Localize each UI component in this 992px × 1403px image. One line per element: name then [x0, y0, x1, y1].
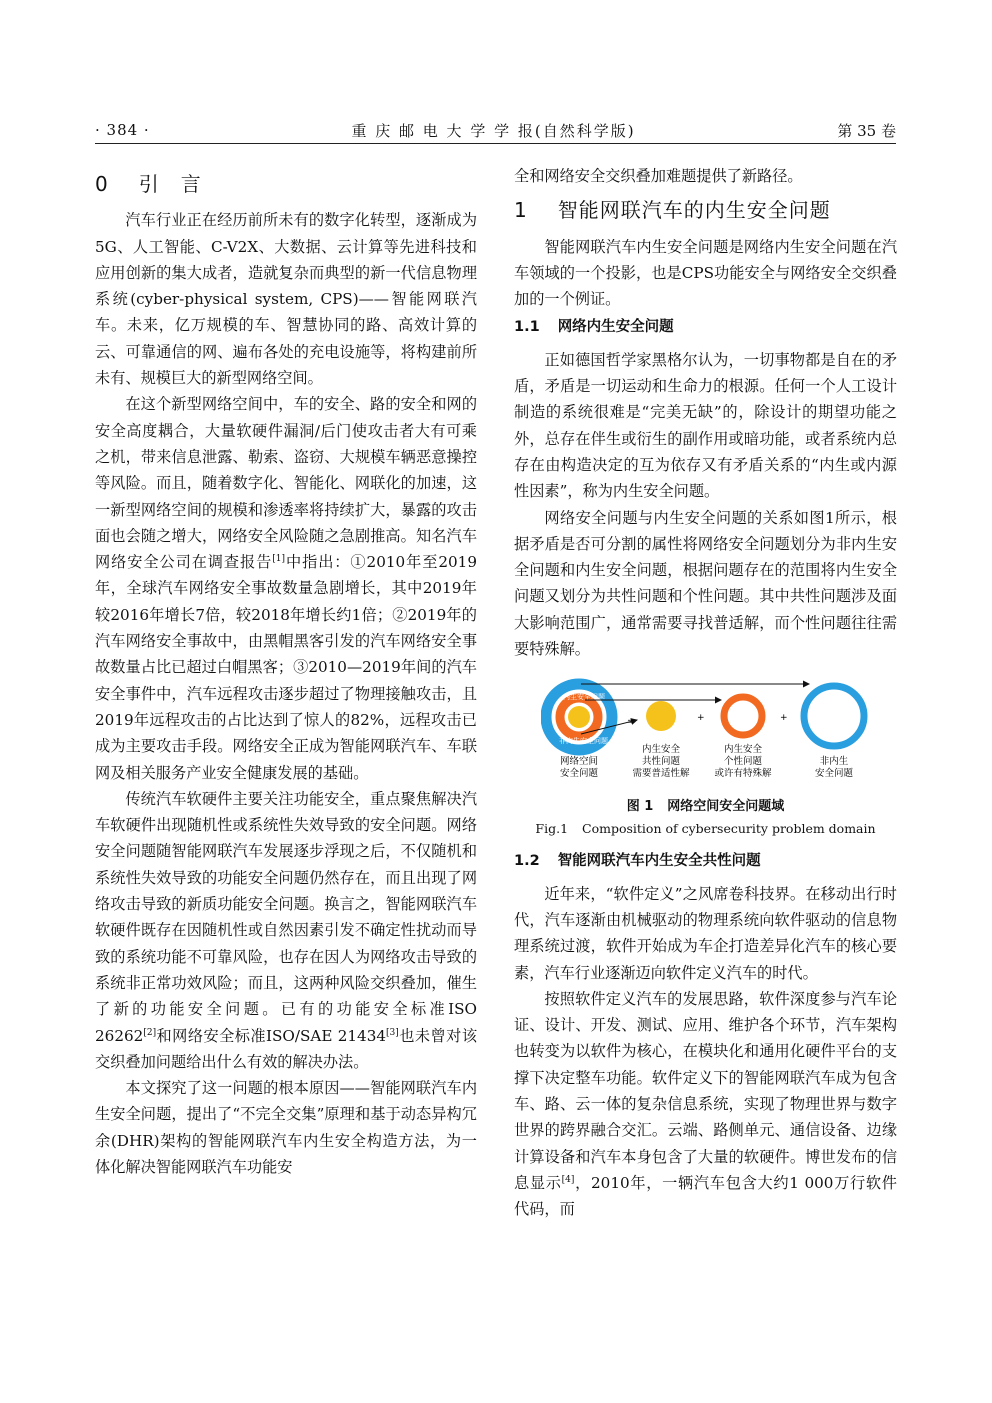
ring-label-top: 内生安全问题: [562, 693, 605, 702]
nonendogenous-ring: [804, 686, 864, 746]
section-number: 0: [95, 172, 109, 196]
subsection-heading-1-2: 1.2 智能网联汽车内生安全共性问题: [514, 853, 761, 870]
section-heading-0: [95, 171, 477, 197]
equals-sign: =: [626, 717, 635, 728]
label-individual-3: 或许有特殊解: [713, 768, 772, 780]
paragraph: 按照软件定义汽车的发展思路，软件深度参与汽车论证、设计、开发、测试、应用、维护各个环节，汽车架构也转变为以软件为核心，在模块化和通用化硬件平台的支撑下决定整车功能。软件定义下的智能网联汽车成为包含车、路、云一体的复杂信息系统，实现了物理世界与数字世界的跨界融合交汇。云端、路侧单元、通信设备、边缘计算设备和汽车本身包含了大量的软硬件。博世发布的信息显示[4]，2010年，一辆汽车包含大约1 000万行软件代码，而: [514, 989, 897, 1219]
paragraph: 正如德国哲学家黑格尔认为，一切事物都是自在的矛盾，矛盾是一切运动和生命力的根源。任何一个人工设计制造的系统很难是“完美无缺”的，除设计的期望功能之外，总存在伴生或衍生的副作用或暗功能，或者系统内总存在由构造决定的互为依存又有矛盾关系的“内生或内源性因素”，称为内生安全问题。: [514, 350, 897, 501]
section-number: 1: [514, 198, 528, 223]
label-individual-1: 内生安全: [723, 744, 762, 756]
label-nonendogenous-1: 非内生: [819, 756, 848, 768]
section-title: 引 言: [138, 172, 202, 196]
section-heading-1: [514, 197, 897, 223]
paragraph: 全和网络安全交织叠加难题提供了新路径。: [514, 167, 803, 185]
paragraph: 汽车行业正在经历前所未有的数字化转型，逐渐成为5G、人工智能、C-V2X、大数据、云计算等先进科技和应用创新的集大成者，造就复杂而典型的新一代信息物理系统(cyber-physical system, CPS)——智能网联汽车。未来，亿万规模的车、智慧协同的路、高效计算的云、可靠通信的网、遍布各处的充电设施等，将构建前所未有、规模巨大的新型网络空间。: [95, 211, 477, 388]
ring-label-bottom: 非内生安全问题: [558, 737, 608, 746]
plus-sign: +: [779, 713, 788, 724]
paragraph: 传统汽车软硬件主要关注功能安全，重点聚焦解决汽车软硬件出现随机性或系统性失效导致的安全问题。网络安全问题随智能网联汽车发展逐步浮现之后，不仅随机和系统性失效导致的功能安全问题仍然存在，而且出现了网络攻击导致的新质功能安全问题。换言之，智能网联汽车软硬件既存在因随机性或自然因素引发不确定性扰动而导致的系统功能不可靠风险，也存在因人为网络攻击导致的系统非正常功效风险；而且，这两种风险交织叠加，催生了新的功能安全问题。已有的功能安全标准ISO 26262[2]和网络安全标准ISO/SAE 21434[3]也未曾对该交织叠加问题给出什么有效的解决办法。: [95, 789, 477, 1071]
label-nonendogenous-2: 安全问题: [814, 768, 853, 780]
core-circle: [568, 706, 590, 728]
label-network-space-2: 安全问题: [559, 768, 598, 780]
label-common-3: 需要普适性解: [631, 768, 690, 780]
citation[interactable]: [3]: [386, 1027, 399, 1038]
individual-problem-ring: [724, 697, 762, 735]
figure-1-diagram: [541, 672, 871, 792]
subsection-heading-1-1: 1.1 网络内生安全问题: [514, 319, 674, 336]
journal-title: 重 庆 邮 电 大 学 学 报(自然科学版): [351, 121, 636, 140]
running-header: [95, 117, 896, 144]
label-individual-2: 个性问题: [723, 756, 762, 768]
section-title: 智能网联汽车的内生安全问题: [557, 198, 831, 223]
volume-number: 第 35 卷: [837, 121, 896, 140]
label-common-2: 共性问题: [641, 756, 680, 768]
page-number: · 384 ·: [95, 121, 150, 139]
label-common-1: 内生安全: [641, 744, 680, 756]
figure-caption-en: Fig.1 Composition of cybersecurity problem domain: [535, 821, 876, 837]
paragraph: 在这个新型网络空间中，车的安全、路的安全和网的安全高度耦合，大量软硬件漏洞/后门使攻击者大有可乘之机，带来信息泄露、勒索、盗窃、大规模车辆恶意操控等风险。而且，随着数字化、智能化、网联化的加速，这一新型网络空间的规模和渗透率将持续扩大，暴露的攻击面也会随之增大，网络安全风险随之急剧推高。知名汽车网络安全公司在调查报告[1]中指出：①2010年至2019年，全球汽车网络安全事故数量急剧增长，其中2019年较2016年增长7倍，较2018年增长约1倍；②2019年的汽车网络安全事故中，由黑帽黑客引发的汽车网络安全事故数量占比已超过白帽黑客；③2010—2019年间的汽车安全事件中，汽车远程攻击逐步超过了物理接触攻击，且2019年远程攻击的占比达到了惊人的82%，远程攻击已成为主要攻击手段。网络安全正成为智能网联汽车、车联网及相关服务产业安全健康发展的基础。: [95, 395, 477, 782]
left-column: [95, 163, 477, 1180]
figure-1: [514, 672, 897, 840]
citation[interactable]: [1]: [272, 554, 286, 565]
citation[interactable]: [2]: [143, 1027, 157, 1038]
plus-sign: +: [696, 713, 705, 724]
citation[interactable]: [4]: [561, 1174, 575, 1185]
paragraph: 智能网联汽车内生安全问题是网络内生安全问题在汽车领域的一个投影，也是CPS功能安全与网络安全交织叠加的一个例证。: [514, 237, 897, 309]
right-column: [514, 163, 897, 1223]
figure-caption-cn: 图 1 网络空间安全问题域: [626, 799, 785, 815]
paragraph: 本文探究了这一问题的根本原因——智能网联汽车内生安全问题，提出了“不完全交集”原理和基于动态异构冗余(DHR)架构的智能网联汽车内生安全构造方法，为一体化解决智能网联汽车功能安: [95, 1079, 477, 1176]
label-network-space-1: 网络空间: [559, 756, 598, 768]
paragraph: 网络安全问题与内生安全问题的关系如图1所示，根据矛盾是否可分割的属性将网络安全问题划分为非内生安全问题和内生安全问题，根据问题存在的范围将内生安全问题又划分为共性问题和个性问题。其中共性问题涉及面大影响范围广，通常需要寻找普适解，而个性问题往往需要特殊解。: [514, 508, 897, 659]
common-problem-disk: [646, 701, 676, 731]
paragraph: 近年来，“软件定义”之风席卷科技界。在移动出行时代，汽车逐渐由机械驱动的物理系统向软件驱动的信息物理系统过渡，软件开始成为车企打造差异化汽车的核心要素，汽车行业逐渐迈向软件定义汽车的时代。: [514, 884, 897, 982]
